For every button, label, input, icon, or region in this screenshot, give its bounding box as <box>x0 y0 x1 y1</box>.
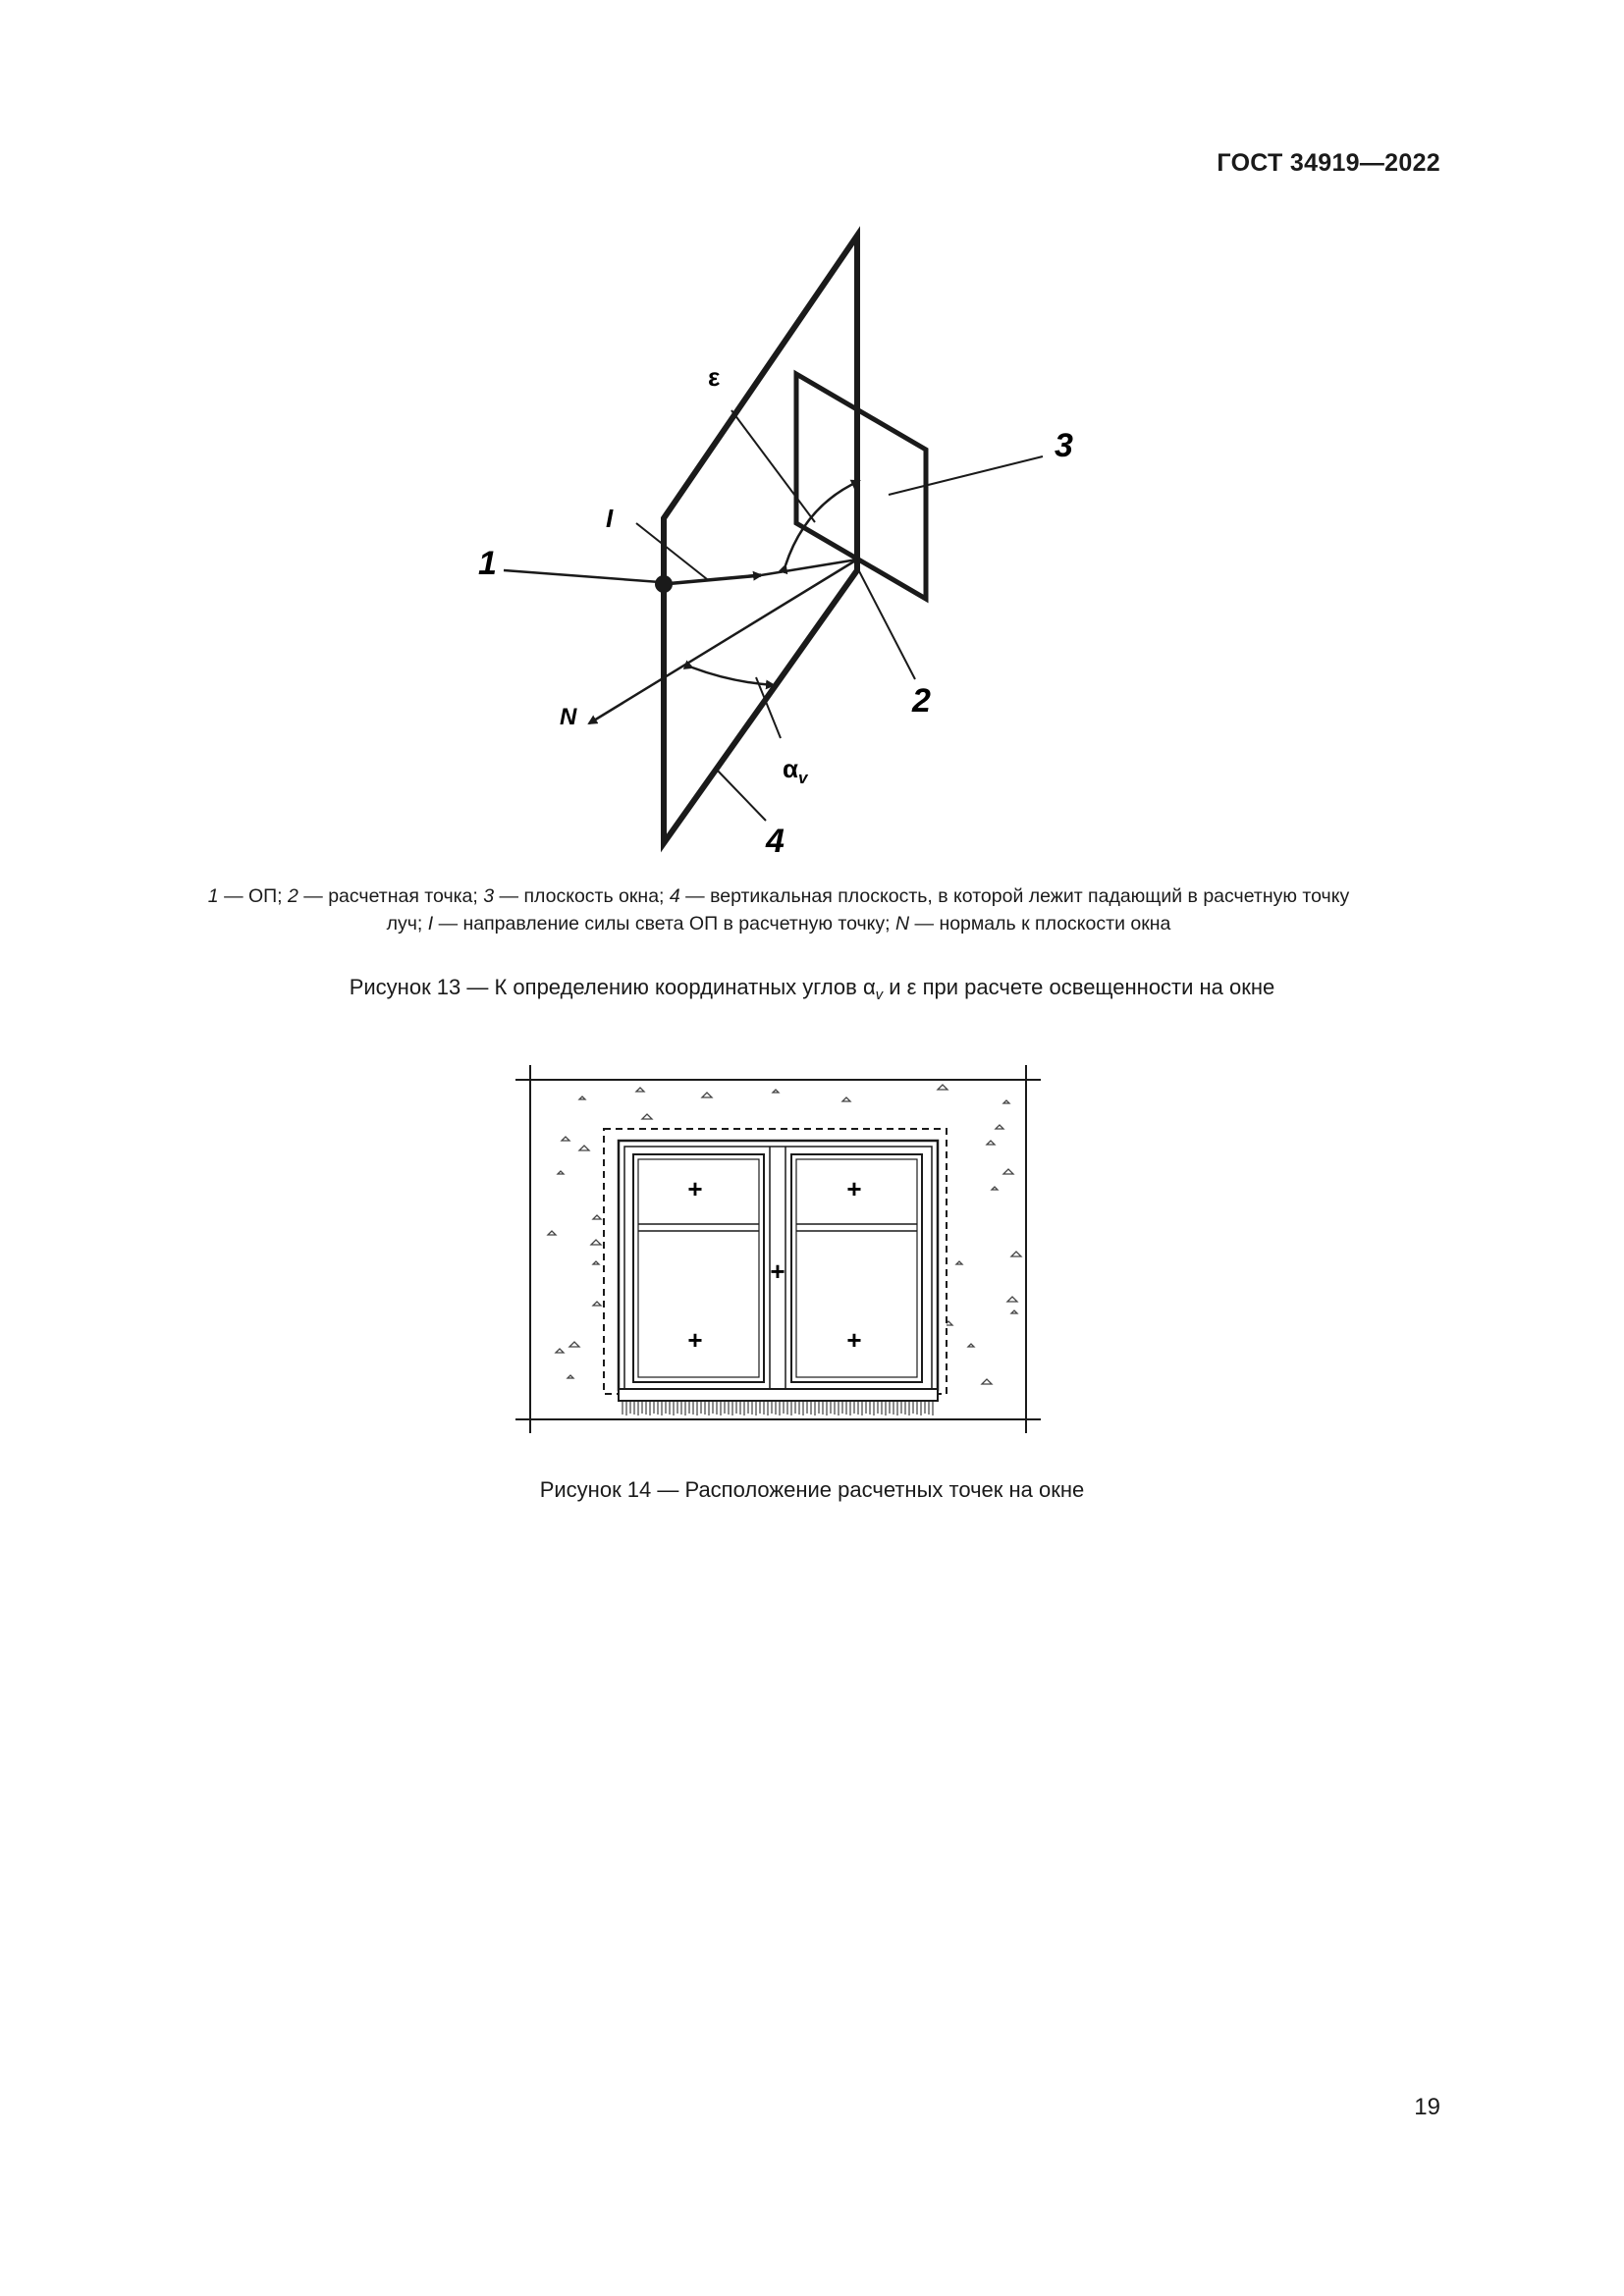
label-i: I <box>606 504 614 533</box>
figure-13-legend: 1 — ОП; 2 — расчетная точка; 3 — плоскость окна; 4 — вертикальная плоскость, в которой лежит падающий в расчетную точку луч; I — направление силы света ОП в расчетную точку; N — нормаль к плоскости окна <box>207 885 1350 934</box>
calc-point-left-bottom: + <box>687 1325 703 1355</box>
label-alpha-subscript: v <box>797 769 808 787</box>
label-epsilon: ε <box>708 362 721 392</box>
calc-point-right-top: + <box>846 1174 862 1203</box>
label-alpha-symbol: α <box>783 754 798 783</box>
figure-13-caption: Рисунок 13 — К определению координатных углов $\alpha_v$ и ε при расчете освещенности на окне <box>349 975 1275 1003</box>
window-sill <box>619 1389 938 1401</box>
page-number: 19 <box>1414 2094 1440 2120</box>
calc-point-center: + <box>770 1256 785 1286</box>
calc-point-left-top: + <box>687 1174 703 1203</box>
calc-point-right-bottom: + <box>846 1325 862 1355</box>
sill-hatching <box>623 1401 933 1415</box>
label-n: N <box>560 704 577 730</box>
label-4: 4 <box>766 823 785 860</box>
label-3: 3 <box>1055 427 1073 464</box>
label-2: 2 <box>912 682 931 720</box>
standard-header: ГОСТ 34919—2022 <box>1217 149 1440 177</box>
label-1: 1 <box>478 545 497 582</box>
figure-14-caption: Рисунок 14 — Расположение расчетных точек на окне <box>539 1477 1085 1502</box>
